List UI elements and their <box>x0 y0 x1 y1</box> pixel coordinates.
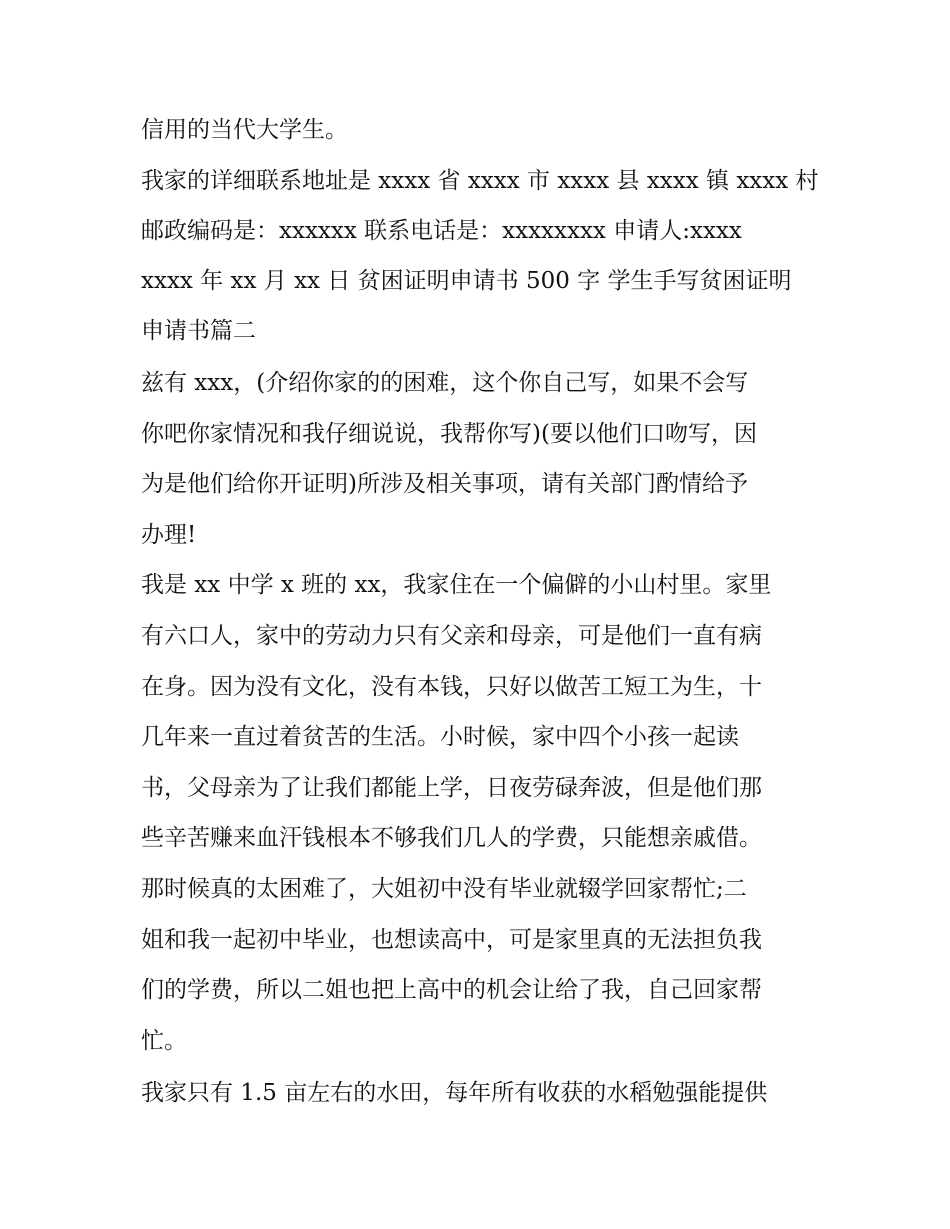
text-line: 申请书篇二 <box>141 318 256 344</box>
text-line: 我是 xx 中学 x 班的 xx，我家住在一个偏僻的小山村里。家里 <box>141 572 772 598</box>
text-line: 在身。因为没有文化，没有本钱，只好以做苦工短工为生，十 <box>141 674 762 700</box>
text-line: 你吧你家情况和我仔细说说，我帮你写)(要以他们口吻写，因 <box>141 421 757 447</box>
text-line: 那时候真的太困难了，大姐初中没有毕业就辍学回家帮忙;二 <box>141 876 747 902</box>
text-line: 们的学费，所以二姐也把上高中的机会让给了我，自己回家帮 <box>141 977 762 1003</box>
text-line: 些辛苦赚来血汗钱根本不够我们几人的学费，只能想亲戚借。 <box>141 825 762 851</box>
text-line: 我家只有 1.5 亩左右的水田，每年所有收获的水稻勉强能提供 <box>141 1080 768 1106</box>
text-line: 兹有 xxx，(介绍你家的的困难，这个你自己写，如果不会写 <box>141 370 749 396</box>
text-line: 我家的详细联系地址是 xxxx 省 xxxx 市 xxxx 县 xxxx 镇 xxxx 村 <box>141 168 819 194</box>
text-line: 办理! <box>141 522 197 548</box>
text-line: 姐和我一起初中毕业，也想读高中，可是家里真的无法担负我 <box>141 927 762 953</box>
text-line: 书，父母亲为了让我们都能上学，日夜劳碌奔波，但是他们那 <box>141 775 762 801</box>
text-line: xxxx 年 xx 月 xx 日 贫困证明申请书 500 字 学生手写贫困证明 <box>141 268 792 294</box>
text-line: 信用的当代大学生。 <box>141 117 348 143</box>
text-line: 几年来一直过着贫苦的生活。小时候，家中四个小孩一起读 <box>141 724 739 750</box>
text-line: 有六口人，家中的劳动力只有父亲和母亲，可是他们一直有病 <box>141 623 762 649</box>
text-line: 邮政编码是：xxxxxx 联系电话是：xxxxxxxx 申请人:xxxx <box>141 218 742 244</box>
text-line: 为是他们给你开证明)所涉及相关事项，请有关部门酌情给予 <box>141 471 748 497</box>
text-line: 忙。 <box>141 1028 187 1054</box>
